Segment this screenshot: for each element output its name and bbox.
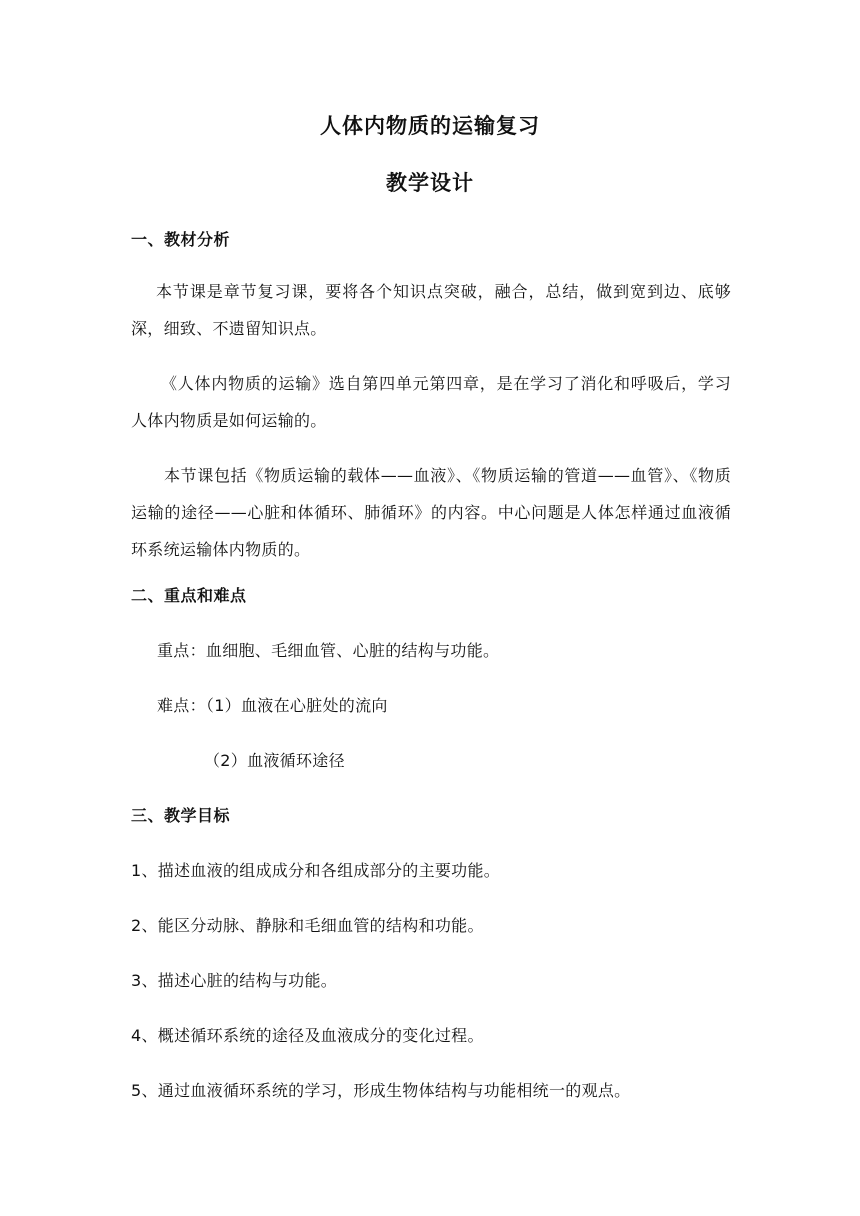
goal-item: 5、通过血液循环系统的学习，形成生物体结构与功能相统一的观点。	[131, 1081, 631, 1100]
goal-item: 4、概述循环系统的途径及血液成分的变化过程。	[131, 1026, 484, 1045]
goal-item: 2、能区分动脉、静脉和毛细血管的结构和功能。	[131, 916, 484, 935]
analysis-paragraph-3: 本节课包括《物质运输的载体——血液》、《物质运输的管道——血管》、《物质运输的途径——心脏和体循环、肺循环》的内容。中心问题是人体怎样通过血液循环系统运输体内物质的。	[131, 466, 731, 559]
goal-item: 1、描述血液的组成成分和各组成部分的主要功能。	[131, 861, 501, 880]
difficulty-line-1: 难点：（1）血液在心脏处的流向	[157, 696, 388, 715]
difficulty-line-2: （2）血液循环途径	[204, 751, 345, 770]
analysis-paragraph-2: 《人体内物质的运输》选自第四单元第四章，是在学习了消化和呼吸后，学习人体内物质是如何运输的。	[131, 374, 731, 430]
key-point-line: 重点：血细胞、毛细血管、心脏的结构与功能。	[157, 641, 500, 660]
document-title: 人体内物质的运输复习	[320, 114, 540, 138]
analysis-paragraph-1: 本节课是章节复习课，要将各个知识点突破，融合，总结，做到宽到边、底够深，细致、不遗留知识点。	[131, 282, 731, 338]
section-heading-key-points: 二、重点和难点	[131, 586, 247, 605]
goal-item: 3、描述心脏的结构与功能。	[131, 971, 338, 990]
document-subtitle: 教学设计	[386, 171, 474, 195]
section-heading-goals: 三、教学目标	[131, 806, 231, 825]
section-heading-analysis: 一、教材分析	[131, 230, 231, 249]
